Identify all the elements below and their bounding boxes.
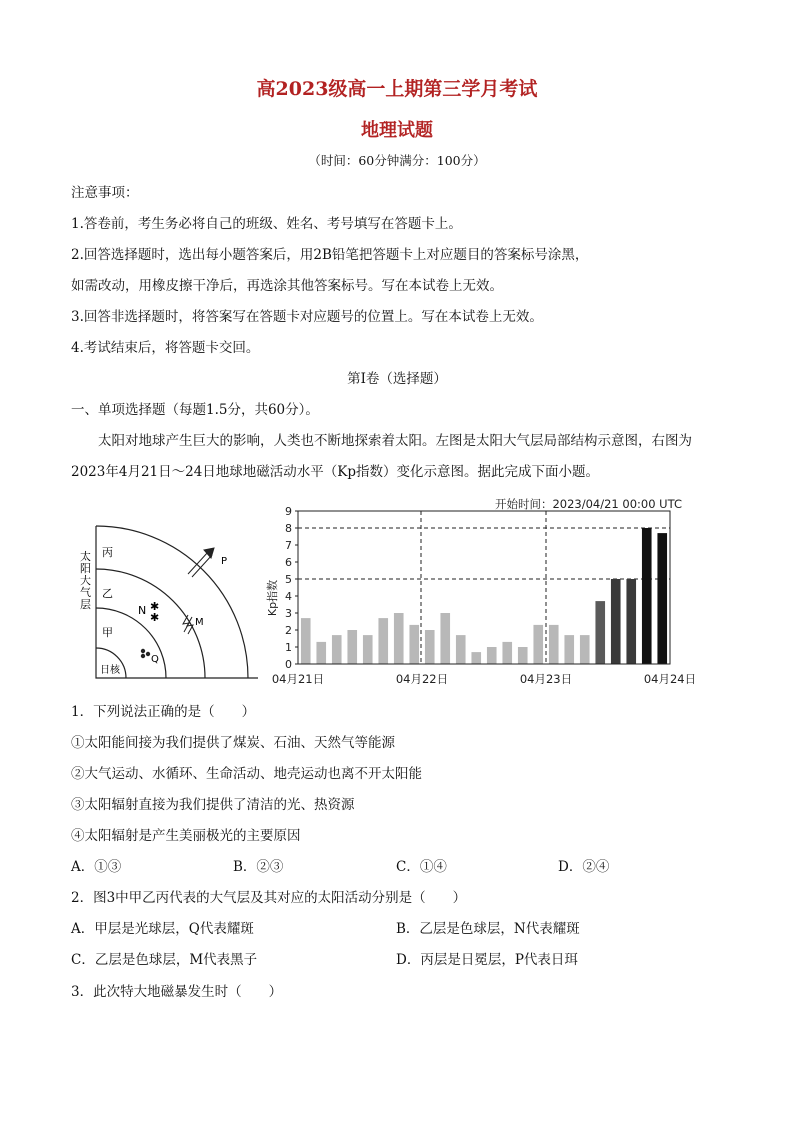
y-tick-label: 2 [285,624,292,637]
option-a[interactable]: A．甲层是光球层，Q代表耀斑 [71,921,254,937]
kp-bar [394,613,404,664]
y-tick-label: 8 [285,522,292,535]
option-c[interactable]: C．乙层是色球层，M代表黑子 [71,952,258,968]
kp-bar [409,625,419,664]
note-item: 3.回答非选择题时，将答案写在答题卡对应题号的位置上。写在本试卷上无效。 [71,309,543,325]
kp-bar [456,635,466,664]
option-d[interactable]: D．丙层是日冕层，P代表日珥 [396,952,578,968]
kp-bar [347,630,357,664]
kp-bar [425,630,435,664]
marker-m: M [195,617,204,628]
x-tick-label: 04月24日 [643,672,697,686]
y-tick-label: 7 [285,539,292,552]
notes-heading: 注意事项： [71,185,139,201]
y-tick-label: 4 [285,590,292,603]
option-a[interactable]: A．①③ [71,859,122,875]
solar-atmosphere-diagram [78,522,264,682]
kp-bar [440,613,450,664]
intro-text: 2023年4月21日～24日地球地磁活动水平（Kp指数）变化示意图。据此完成下面小题。 [71,464,600,480]
exam-title: 高2023级高一上期第三学月考试 [256,78,538,100]
kp-bar [316,642,326,664]
x-tick-label: 04月22日 [395,672,449,686]
kp-bar [580,635,590,664]
kp-bar [564,635,574,664]
y-tick-label: 3 [285,607,292,620]
kp-index-chart [262,492,712,692]
question-2-stem: 2．图3中甲乙丙代表的大气层及其对应的太阳活动分别是（ ） [71,890,467,906]
kp-bar [502,642,512,664]
section-subtitle: 一、单项选择题（每题1.5分，共60分）。 [71,402,319,418]
option-b[interactable]: B．②③ [233,859,284,875]
subject-title: 地理试题 [361,120,433,141]
marker-n: N [138,604,147,617]
layer-label-yi: 乙 [102,587,113,600]
y-tick-label: 1 [285,641,292,654]
statement: ④太阳辐射是产生美丽极光的主要原因 [71,828,301,844]
kp-bar [533,625,543,664]
y-tick-label: 9 [285,505,292,518]
time-info: （时间：60分钟满分：100分） [308,153,486,168]
statement: ①太阳能间接为我们提供了煤炭、石油、天然气等能源 [71,735,395,751]
marker-q: Q [151,654,159,665]
y-tick-label: 0 [285,658,292,671]
kp-bar [657,533,667,664]
note-item: 如需改动，用橡皮擦干净后，再选涂其他答案标号。写在本试卷上无效。 [71,278,503,294]
option-b[interactable]: B．乙层是色球层，N代表耀斑 [396,921,580,937]
chart-start-time: 开始时间：2023/04/21 00:00 UTC [494,497,682,511]
option-c[interactable]: C．①④ [396,859,447,875]
kp-bar [595,601,605,664]
kp-bar [363,635,373,664]
statement: ③太阳辐射直接为我们提供了清洁的光、热资源 [71,797,355,813]
x-tick-label: 04月23日 [519,672,573,686]
side-label: 太阳大气层 [80,550,91,611]
statement: ②大气运动、水循环、生命活动、地壳运动也离不开太阳能 [71,766,422,782]
layer-label-core: 日核 [100,665,120,676]
layer-label-bing: 丙 [102,546,113,559]
kp-bar [611,579,621,664]
kp-bar [332,635,342,664]
note-item: 2.回答选择题时，选出每小题答案后，用2B铅笔把答题卡上对应题目的答案标号涂黑， [71,247,589,263]
y-tick-label: 5 [285,573,292,586]
section-title: 第Ⅰ卷（选择题） [347,371,447,387]
prominence-arrow-icon [188,548,214,577]
kp-bar [549,625,559,664]
kp-bar [471,652,481,664]
option-d[interactable]: D．②④ [558,859,610,875]
question-1-stem: 1．下列说法正确的是（ ） [71,704,256,720]
layer-label-jia: 甲 [102,626,113,639]
kp-bar [378,618,388,664]
y-tick-label: 6 [285,556,292,569]
marker-p: P [221,556,228,567]
note-item: 1.答卷前，考生务必将自己的班级、姓名、考号填写在答题卡上。 [71,216,462,232]
kp-bar [642,528,652,664]
intro-text: 太阳对地球产生巨大的影响，人类也不断地探索着太阳。左图是太阳大气层局部结构示意图，右图为 [98,433,692,449]
kp-bar [518,647,528,664]
note-item: 4.考试结束后，将答题卡交回。 [71,340,260,356]
flare-star-icon: ✱ [150,600,160,613]
kp-bar [487,647,497,664]
sunspot-dots-icon [141,649,150,658]
y-axis-label: Kp指数 [266,579,279,617]
kp-bar [626,579,636,664]
x-tick-label: 04月21日 [271,672,325,686]
kp-bar [301,618,311,664]
question-3-stem: 3．此次特大地磁暴发生时（ ） [71,984,283,1000]
flare-star-icon: ✱ [150,611,160,624]
